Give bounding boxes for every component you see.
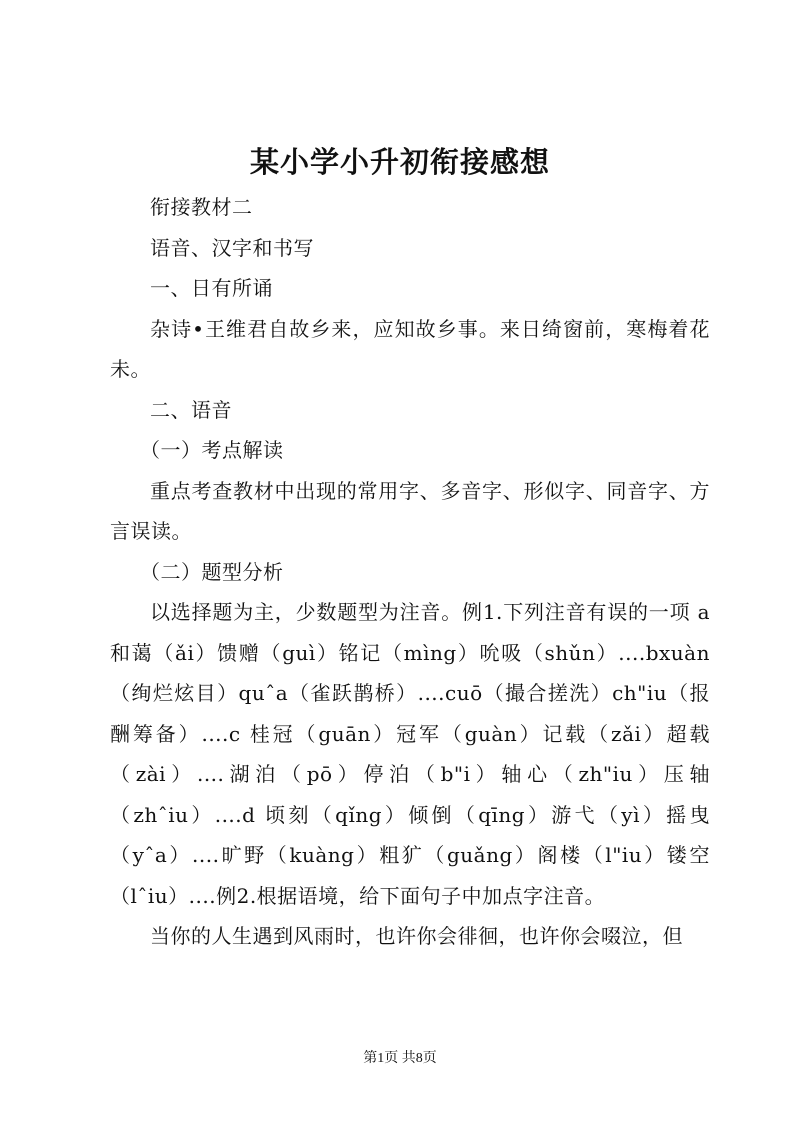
heading-section-1: 一、日有所诵 xyxy=(150,276,273,300)
page-title: 某小学小升初衔接感想 xyxy=(249,145,550,179)
paragraph-key-points: 重点考查教材中出现的常用字、多音字、形似字、同音字、方言误读。 xyxy=(110,478,710,543)
document-body xyxy=(110,187,710,957)
paragraph-continuation: 当你的人生遇到风雨时，也许你会徘徊，也许你会啜泣，但 xyxy=(150,924,683,948)
heading-subsection-1: （一）考点解读 xyxy=(140,438,284,462)
paragraph-topic: 语音、汉字和书写 xyxy=(150,235,314,260)
page-footer: 第1页 共8页 xyxy=(363,1051,437,1066)
paragraph-question-analysis: 以选择题为主，少数题型为注音。例1.下列注音有误的一项 a 和蔼（ǎi）馈赠（guì）铭记（mìng）吮吸（shǔn）....bxuàn（绚烂炫目）quˆa（雀跃鹊桥）....cuō（撮合搓洗）ch"iu（报酬筹备）....c 桂冠（guān）冠军（guàn）记载（zǎi）超载（zài）....湖泊（pō）停泊（b"i）轴心（zh"iu）压轴（zhˆiu）....d 顷刻（qǐng）倾倒（qīng）游弋（yì）摇曳（yˆa）....旷野（kuàng）粗犷（guǎng）阁楼（l"iu）镂空（lˆiu）....例2.根据语境，给下面句子中加点字注音。 xyxy=(110,600,710,908)
heading-subsection-2: （二）题型分析 xyxy=(140,559,284,584)
heading-section-2: 二、语音 xyxy=(150,397,232,422)
paragraph-poem: 杂诗•王维君自故乡来，应知故乡事。来日绮窗前，寒梅着花未。 xyxy=(110,316,710,381)
paragraph-subtitle: 衔接教材二 xyxy=(150,195,253,219)
